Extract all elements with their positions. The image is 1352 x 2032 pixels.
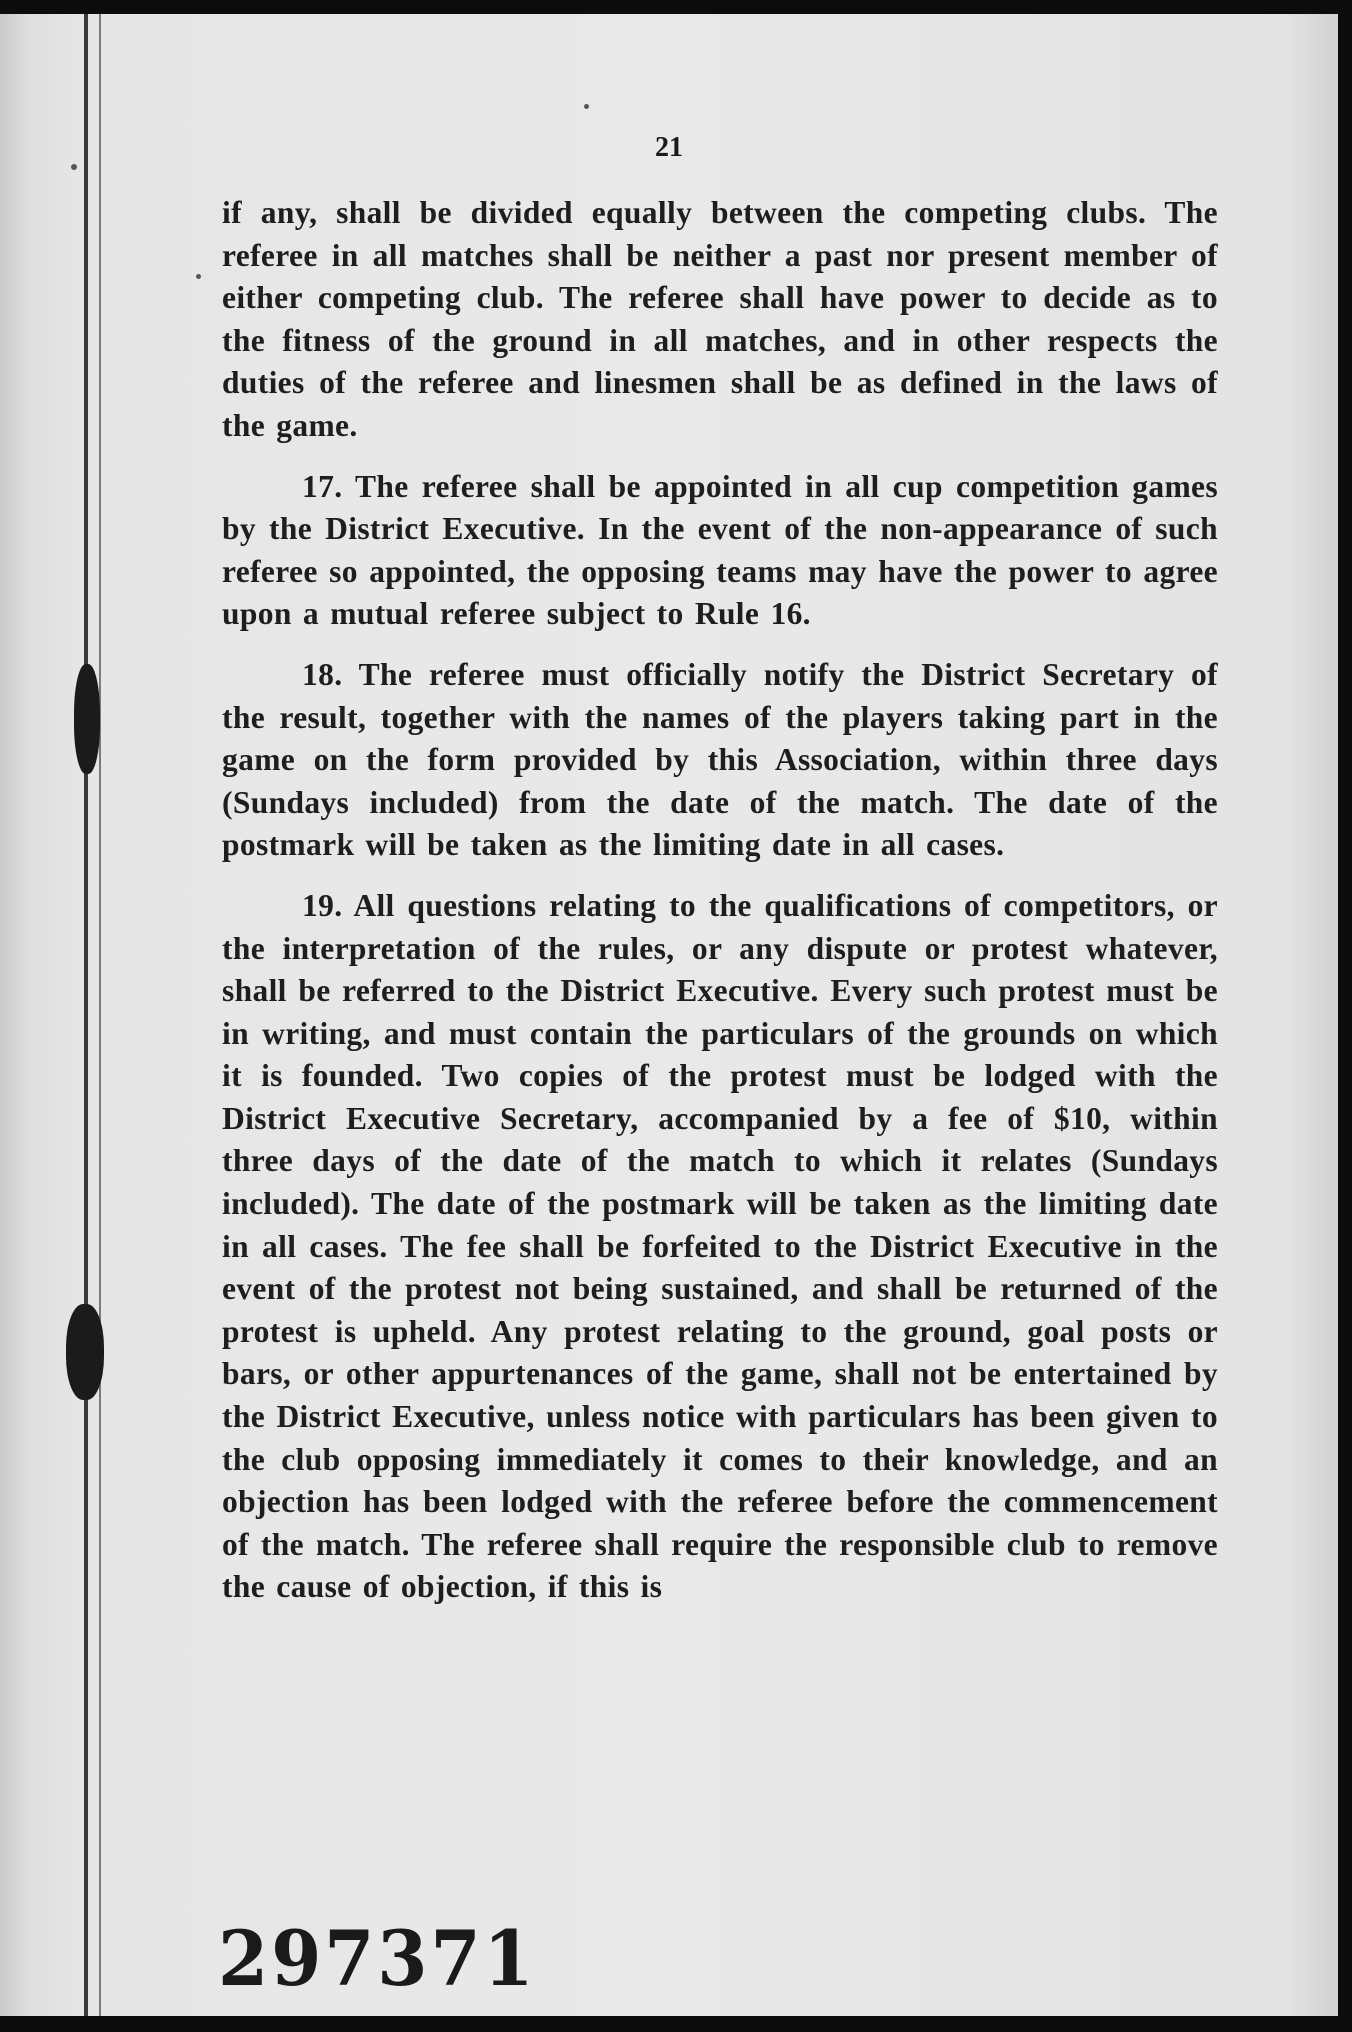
paper-speck <box>196 274 201 279</box>
paragraph-rule-17: 17. The referee shall be appointed in all cup competition games by the District Executive. In the event of the non-appearance of such referee so appointed, the opposing teams may have the power to agree upon a mutual referee subject to Rule 16. <box>222 468 1218 632</box>
paragraph-rule-18: 18. The referee must officially notify the District Secretary of the result, together with the names of the players taking part in the game on the form provided by this Association, within three days (Sundays included) from the date of the match. The date of the postmark will be taken as the limiting date in all cases. <box>222 656 1218 863</box>
paper-speck <box>71 164 77 170</box>
paragraph-rule-19: 19. All questions relating to the qualifications of competitors, or the interpretation of the rules, or any dispute or protest whatever, shall be referred to the District Executive. Every such protest must be in writing, and must contain the particulars of the grounds on which it is founded. Two copies of the protest must be lodged with the District Executive Secretary, accompanied by a fee of $10, within three days of the date of the match to which it relates (Sundays included). The date of the postmark will be taken as the limiting date in all cases. The fee shall be forfeited to the District Executive in the event of the protest not being sustained, and shall be returned of the protest is upheld. Any protest relating to the ground, goal posts or bars, or other appurtenances of the game, shall not be entertained by the District Executive, unless notice with particulars has been given to the club opposing immediately it comes to their knowledge, and an objection has been lodged with the referee before the commencement of the match. The referee shall require the responsible club to remove the cause of objection, if this is <box>222 887 1218 1605</box>
body-text <box>222 192 1218 1627</box>
binding-hole-mark <box>66 1304 104 1400</box>
paragraph-continued: if any, shall be divided equally between the competing clubs. The referee in all matches shall be neither a past nor present member of either competing club. The referee shall have power to decide as to the fitness of the ground in all matches, and in other respects the duties of the referee and linesmen shall be as defined in the laws of the game. <box>222 195 1218 443</box>
margin-rule <box>99 14 101 2016</box>
paper-speck <box>584 104 589 109</box>
document-page <box>0 14 1338 2016</box>
page-number: 21 <box>655 132 683 163</box>
archive-stamp-number: 297371 <box>218 1914 537 2003</box>
binding-hole-mark <box>74 664 100 774</box>
binding-margin-line <box>84 14 88 2016</box>
